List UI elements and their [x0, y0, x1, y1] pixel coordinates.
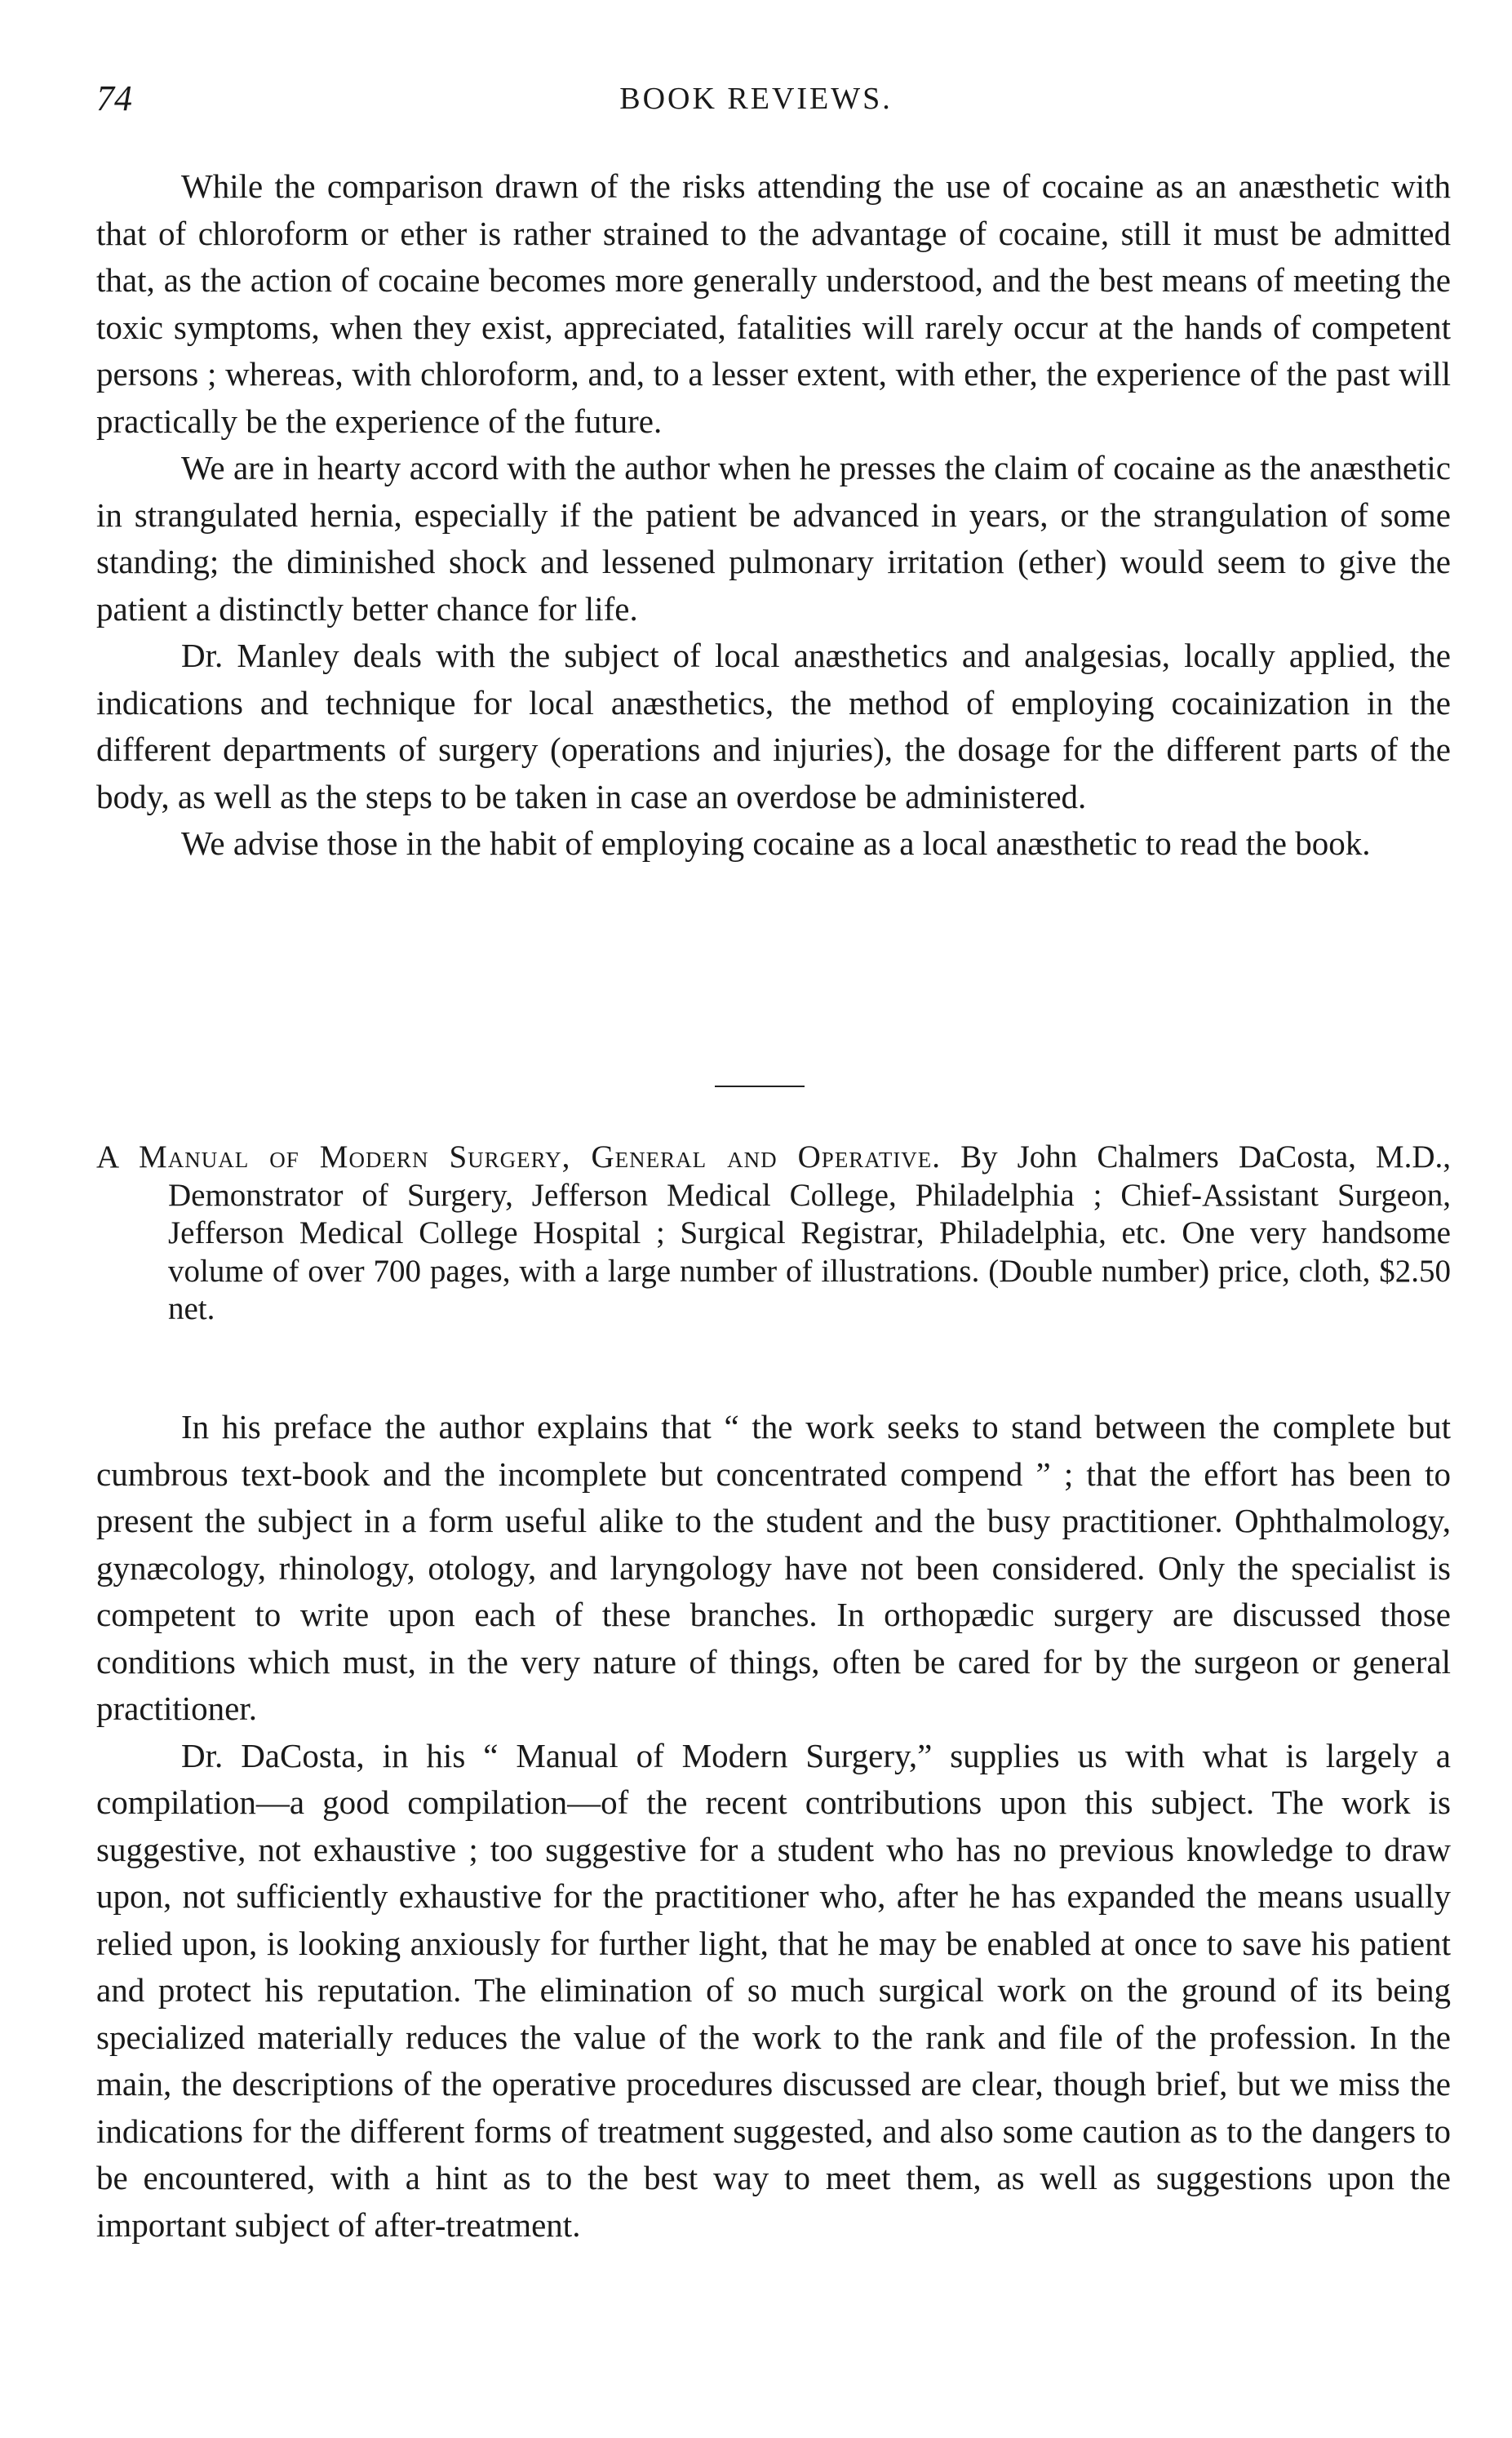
- review-manual-modern-surgery: [96, 1404, 1451, 2249]
- review-paragraph: Dr. Manley deals with the subject of local anæsthetics and analgesias, locally applied, the indications and technique for local anæsthetics, the method of employing cocainization in the different departments of surgery (operations and injuries), the dosage for the different parts of the body, as well as the steps to be taken in case an overdose be administered.: [96, 637, 1451, 815]
- book-title: A Manual of Modern Surgery, General and Operative.: [96, 1139, 942, 1175]
- book-citation-details: By John Chalmers DaCosta, M.D., Demonstrator of Surgery, Jefferson Medical College, Philadelphia ; Chief-Assistant Surgeon, Jefferson Medical College Hospital ; Surgical Registrar, Philadelphia, etc. One very handsome volume of over 700 pages, with a large number of illustrations. (Double number) price, cloth, $2.50 net.: [168, 1139, 1452, 1326]
- running-title: BOOK REVIEWS.: [619, 82, 893, 116]
- review-cocaine-anaesthesia: [96, 163, 1451, 868]
- page-header: [96, 78, 1416, 127]
- review-paragraph: In his preface the author explains that “ the work seeks to stand between the complete but cumbrous text-book and the incomplete but concentrated compend ” ; that the effort has been to present the subject in a form useful alike to the student and the busy practitioner. Ophthalmology, gynæcology, rhinology, otology, and laryngology have not been considered. Only the specialist is competent to write upon each of these branches. In orthopædic surgery are discussed those conditions which must, in the very nature of things, often be cared for by the surgeon or general practitioner.: [96, 1408, 1451, 1727]
- review-paragraph: While the comparison drawn of the risks attending the use of cocaine as an anæsthetic with that of chloroform or ether is rather strained to the advantage of cocaine, still it must be admitted that, as the action of cocaine becomes more generally understood, and the best means of meeting the toxic symptoms, when they exist, appreciated, fatalities will rarely occur at the hands of competent persons ; whereas, with chloroform, and, to a lesser extent, with ether, the experience of the past will practically be the experience of the future.: [96, 167, 1451, 440]
- review-paragraph: We advise those in the habit of employing cocaine as a local anæsthetic to read the book.: [181, 824, 1371, 862]
- page-number: 74: [96, 78, 132, 118]
- review-paragraph: We are in hearty accord with the author when he presses the claim of cocaine as the anæsthetic in strangulated hernia, especially if the patient be advanced in years, or the strangulation of some standing; the diminished shock and lessened pulmonary irritation (ether) would seem to give the patient a distinctly better chance for life.: [96, 449, 1451, 628]
- book-citation: [96, 1139, 1451, 1329]
- section-divider: [715, 1086, 805, 1087]
- review-paragraph: Dr. DaCosta, in his “ Manual of Modern Surgery,” supplies us with what is largely a compilation—a good compilation—of the recent contributions upon this subject. The work is suggestive, not exhaustive ; too suggestive for a student who has no previous knowledge to draw upon, not sufficiently exhaustive for the practitioner who, after he has expanded the means usually relied upon, is looking anxiously for further light, that he may be enabled at once to save his patient and protect his reputation. The elimination of so much surgical work on the ground of its being specialized materially reduces the value of the work to the rank and file of the profession. In the main, the descriptions of the operative procedures discussed are clear, though brief, but we miss the indications for the different forms of treatment suggested, and also some caution as to the dangers to be encountered, with a hint as to the best way to meet them, as well as suggestions upon the important subject of after-treatment.: [96, 1736, 1451, 2244]
